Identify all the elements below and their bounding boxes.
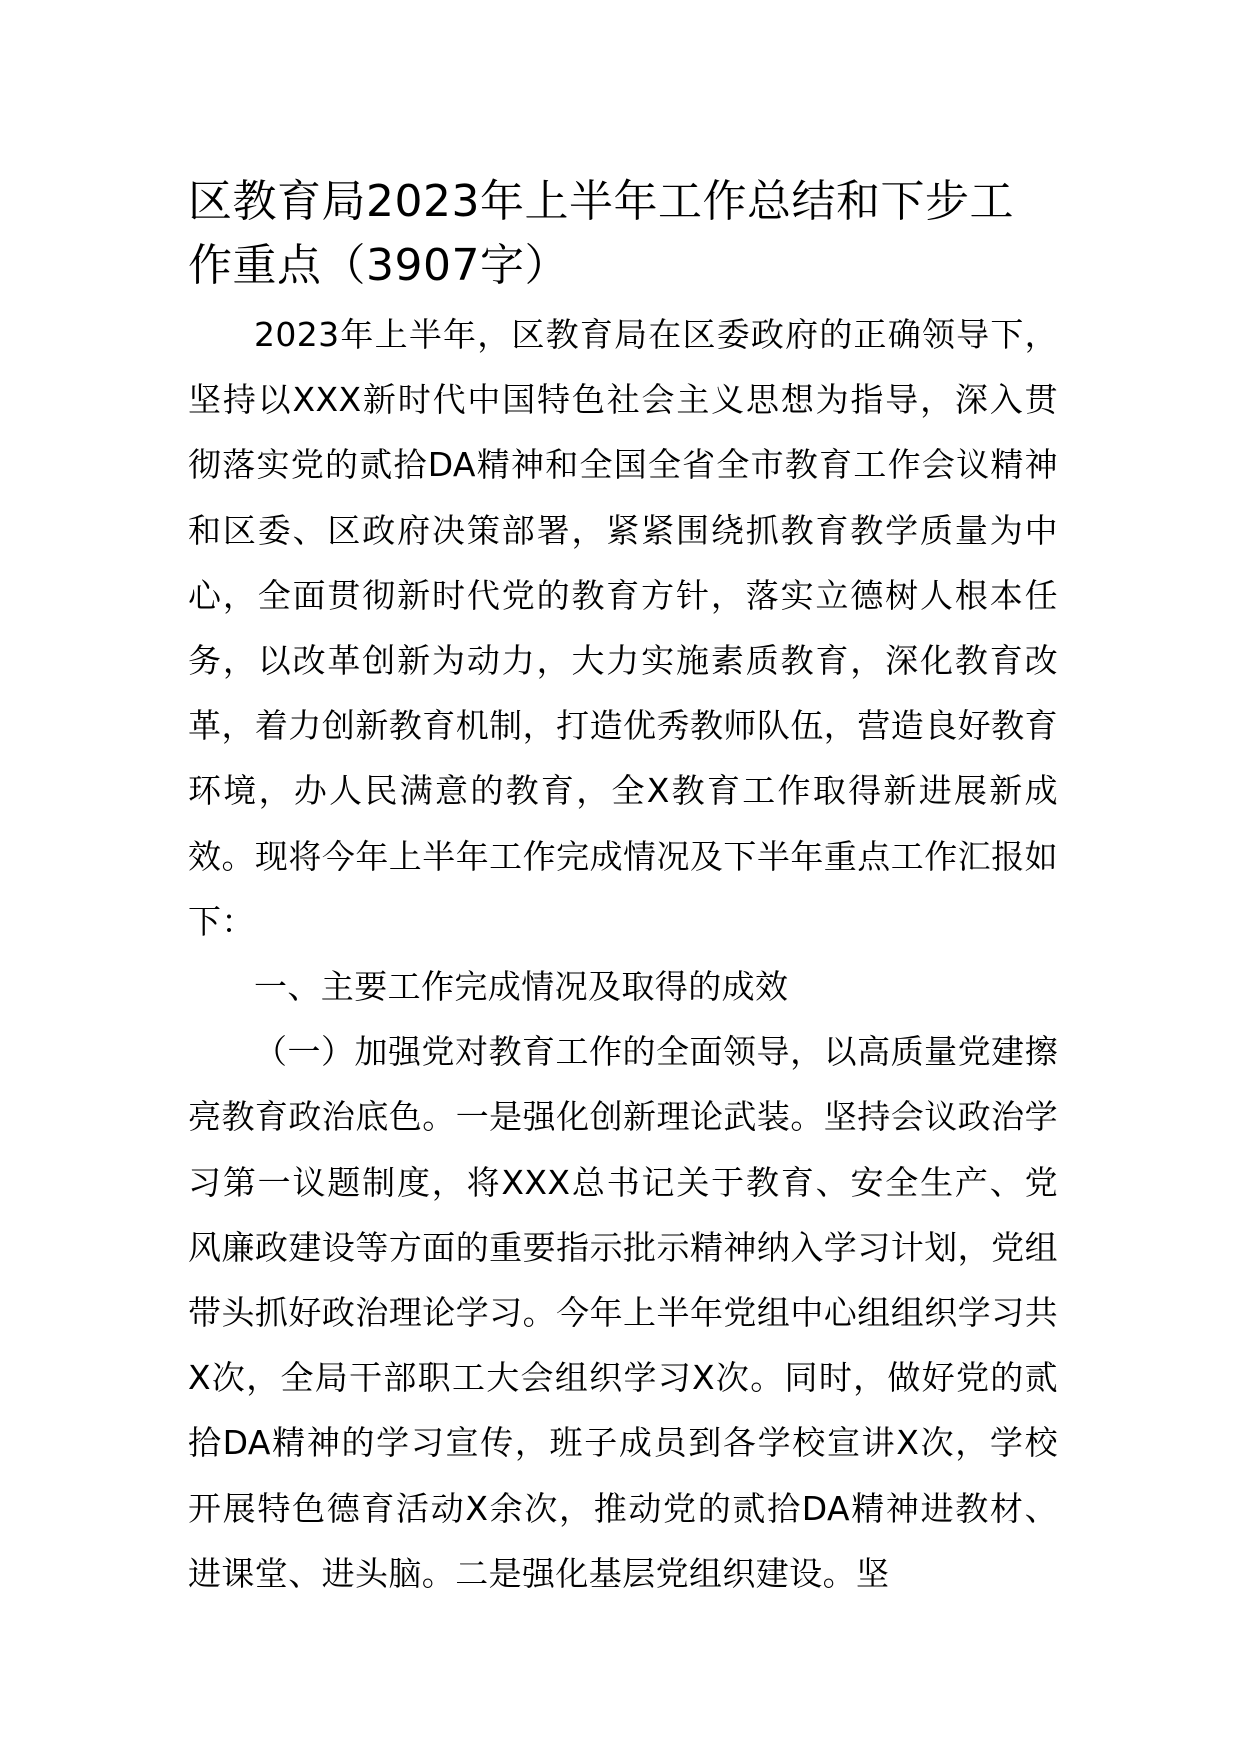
section-paragraph: （一）加强党对教育工作的全面领导，以高质量党建擦亮教育政治底色。一是强化创新理论武装。坚持会议政治学习第一议题制度，将XXX总书记关于教育、安全生产、党风廉政建设等方面的重要指示批示精神纳入学习计划，党组带头抓好政治理论学习。今年上半年党组中心组组织学习共X次，全局干部职工大会组织学习X次。同时，做好党的贰拾DA精神的学习宣传，班子成员到各学校宣讲X次，学校开展特色德育活动X余次，推动党的贰拾DA精神进教材、进课堂、进头脑。二是强化基层党组织建设。坚 <box>188 1032 1058 1593</box>
section-heading: 一、主要工作完成情况及取得的成效 <box>254 967 789 1007</box>
intro-paragraph: 2023年上半年，区教育局在区委政府的正确领导下，坚持以XXX新时代中国特色社会主义思想为指导，深入贯彻落实党的贰拾DA精神和全国全省全市教育工作会议精神和区委、区政府决策部署，紧紧围绕抓教育教学质量为中心，全面贯彻新时代党的教育方针，落实立德树人根本任务，以改革创新为动力，大力实施素质教育，深化教育改革，着力创新教育机制，打造优秀教师队伍，营造良好教育环境，办人民满意的教育，全X教育工作取得新进展新成效。现将今年上半年工作完成情况及下半年重点工作汇报如下： <box>188 315 1058 941</box>
document-body <box>188 170 1058 1606</box>
document-title: 区教育局2023年上半年工作总结和下步工作重点（3907字） <box>188 176 1014 291</box>
